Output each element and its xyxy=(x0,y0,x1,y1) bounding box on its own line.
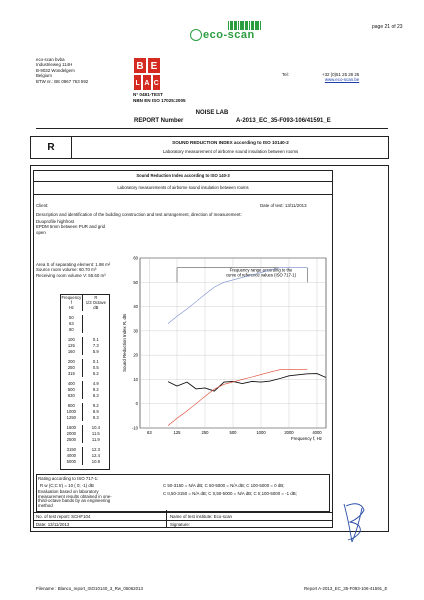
x-axis-label: Frequency f, Hz xyxy=(291,436,322,441)
table-cell-value: 8.3 xyxy=(92,393,99,398)
section-title: SOUND REDUCTION INDEX according to ISO 10140-2 xyxy=(172,140,289,145)
series-line xyxy=(168,374,326,392)
chart-annotation: curve of reference values (ISO 717-1) xyxy=(225,272,297,278)
contact-labels: Tel: xyxy=(282,72,289,77)
rating-title: Rating according to ISO 717-1: xyxy=(38,476,99,481)
handwritten-signature xyxy=(338,498,372,550)
table-row xyxy=(61,327,109,333)
table-cell-value: 9.2 xyxy=(92,403,99,408)
report-reference: Report A-2013_EC_35-F093-106-41591_E xyxy=(304,586,388,591)
footer-divider-1 xyxy=(33,512,333,513)
report-label: REPORT Number xyxy=(134,118,184,124)
footer-date: Date: 13/11/2013 xyxy=(36,522,70,527)
y-tick-label: -10 xyxy=(131,425,138,431)
series-line xyxy=(168,370,307,426)
table-cell-frequency: 3150 xyxy=(61,447,83,453)
description-text: Duoprofile highfrost EPDM 5mm between PUR and grid open xyxy=(36,219,106,235)
table-cell-value: 0.1 xyxy=(92,337,99,342)
table-cell-value: 9.3 xyxy=(92,415,99,420)
report-number: A-2013_EC_35-F093-106/41591_E xyxy=(236,118,331,124)
table-cell-frequency: 1000 xyxy=(61,409,83,415)
table-cell-frequency: 1600 xyxy=(61,425,83,431)
table-cell-value: 10.4 xyxy=(91,425,100,430)
y-axis-label: Sound Reduction Index R, dB xyxy=(122,314,127,372)
table-cell-frequency: 315 xyxy=(61,371,83,377)
rating-note: Evaluation based on laboratory measurement results obtained in one- third-octave bands by an engineering method xyxy=(38,489,112,508)
chart-annotation: Frequency range according to the xyxy=(229,267,293,273)
table-row xyxy=(61,371,109,377)
client-label: Client: xyxy=(36,203,49,208)
accreditation-id: N° 0481-TEST NBN EN ISO 17025:2005 xyxy=(133,92,186,103)
table-header: Frequency f Hz R 1/3 Octave dB xyxy=(61,295,106,310)
x-tick-label: 2000 xyxy=(284,430,294,435)
table-cell-value: 12.4 xyxy=(91,453,100,458)
rating-c-values: C 50-3150 = N/A dB; C 50-5000 = N/A dB; C 100-5000 = 0 dB; xyxy=(163,483,285,488)
contact-values: +32 (0)51 25 28 25 www.eco-scan.be xyxy=(322,72,360,83)
table-row xyxy=(61,393,109,399)
page-number: page 21 of 23 xyxy=(372,24,403,30)
table-cell-value: 9.2 xyxy=(92,387,99,392)
footer-column-divider xyxy=(166,510,167,528)
y-tick-label: 20 xyxy=(133,352,138,358)
table-cell-frequency: 2500 xyxy=(61,437,83,443)
lab-title: NOISE LAB xyxy=(195,110,229,116)
y-tick-label: 10 xyxy=(133,376,138,382)
table-cell-frequency: 160 xyxy=(61,349,83,355)
table-cell-frequency: 400 xyxy=(61,381,83,387)
belac-logo: B E L A C xyxy=(133,57,161,91)
x-tick-label: 63 xyxy=(146,430,152,435)
y-tick-label: 40 xyxy=(133,304,138,310)
table-row xyxy=(61,437,109,443)
footer-divider-2 xyxy=(33,520,333,521)
table-cell-frequency: 63 xyxy=(61,321,83,327)
table-cell-value: 8.9 xyxy=(92,409,99,414)
table-cell-frequency: 200 xyxy=(61,359,83,365)
table-row xyxy=(61,459,109,465)
y-tick-label: 0 xyxy=(135,401,138,407)
sound-reduction-chart xyxy=(118,252,332,442)
table-cell-value: 0.5 xyxy=(92,365,99,370)
description-label: Description and identification of the building construction and test arrangement, direction of measurement: xyxy=(36,212,242,217)
table-cell-value: 0.1 xyxy=(92,359,99,364)
frequency-table xyxy=(60,294,110,470)
section-letter: R xyxy=(31,137,72,158)
table-cell-value: 11.5 xyxy=(91,431,100,436)
table-row xyxy=(61,349,109,355)
section-box xyxy=(30,136,389,159)
table-cell-frequency: 100 xyxy=(61,337,83,343)
table-row xyxy=(61,415,109,421)
brand-logo: eco-scan xyxy=(203,29,255,41)
test-date: Date of test: 13/11/2013 xyxy=(260,203,307,208)
rating-ctr-values: C tr,50-3150 = N/A dB; C tr,50-5000 = N/A dB; C tr,100-5000 = -1 dB; xyxy=(163,491,297,496)
filename: Filename : Blanco_report_ISO10140_3_Rw_05062013 xyxy=(36,586,143,591)
table-cell-value: 4.9 xyxy=(92,381,99,386)
table-cell-frequency: 50 xyxy=(61,315,83,321)
table-cell-frequency: 2000 xyxy=(61,431,83,437)
test-report-number: No. of test report: SCHF104 xyxy=(36,514,91,519)
table-cell-frequency: 4000 xyxy=(61,453,83,459)
x-tick-label: 500 xyxy=(229,430,237,435)
sheet-divider-2 xyxy=(33,194,333,195)
x-tick-label: 125 xyxy=(173,430,181,435)
table-cell-frequency: 5000 xyxy=(61,459,83,465)
table-cell-frequency: 630 xyxy=(61,393,83,399)
table-cell-value: 11.9 xyxy=(91,437,100,442)
signature-label: Signature: xyxy=(170,522,191,527)
y-tick-label: 30 xyxy=(133,328,138,334)
table-cell-frequency: 800 xyxy=(61,403,83,409)
sheet-subtitle: Laboratory measurements of airborne sound insulation between rooms xyxy=(117,185,249,190)
y-tick-label: 50 xyxy=(133,279,138,285)
section-subtitle: Laboratory measurement of airborne sound insulation between rooms xyxy=(162,149,299,154)
table-cell-frequency: 125 xyxy=(61,343,83,349)
table-gap xyxy=(61,465,109,469)
room-info: Area S of separating element: 1.98 m² Source room volume: 60.70 m³ Receiving room volume V: 55.60 m³ xyxy=(36,262,111,278)
y-tick-label: 60 xyxy=(133,255,138,261)
header-divider xyxy=(36,128,388,129)
company-address: eco-scan bvba Industrieweg 114H B-9032 Wondelgem Belgium BTW nr.: BE 0867 763 592 xyxy=(36,57,89,84)
table-cell-value: 5.9 xyxy=(92,349,99,354)
eco-scan-logo-icon xyxy=(190,29,202,41)
x-tick-label: 250 xyxy=(201,430,209,435)
table-cell-value: 10.8 xyxy=(91,459,100,464)
table-cell-value: 7.3 xyxy=(92,343,99,348)
sheet-title: Sound Reduction Index according to ISO 140-3 xyxy=(136,173,230,178)
table-cell-frequency: 500 xyxy=(61,387,83,393)
test-institute: Name of test institute: Eco-scan xyxy=(170,514,232,519)
x-tick-label: 4000 xyxy=(312,430,322,435)
table-cell-frequency: 1250 xyxy=(61,415,83,421)
table-cell-value: 12.3 xyxy=(91,447,100,452)
table-cell-value: 5.2 xyxy=(92,371,99,376)
table-cell-value xyxy=(83,327,109,333)
table-cell-frequency: 250 xyxy=(61,365,83,371)
sheet-divider-1 xyxy=(33,181,333,182)
table-cell-frequency: 80 xyxy=(61,327,83,333)
rating-rw: R w (C;C tr) = 10 ( 0; -1) dB xyxy=(40,483,94,488)
x-tick-label: 1000 xyxy=(256,430,266,435)
